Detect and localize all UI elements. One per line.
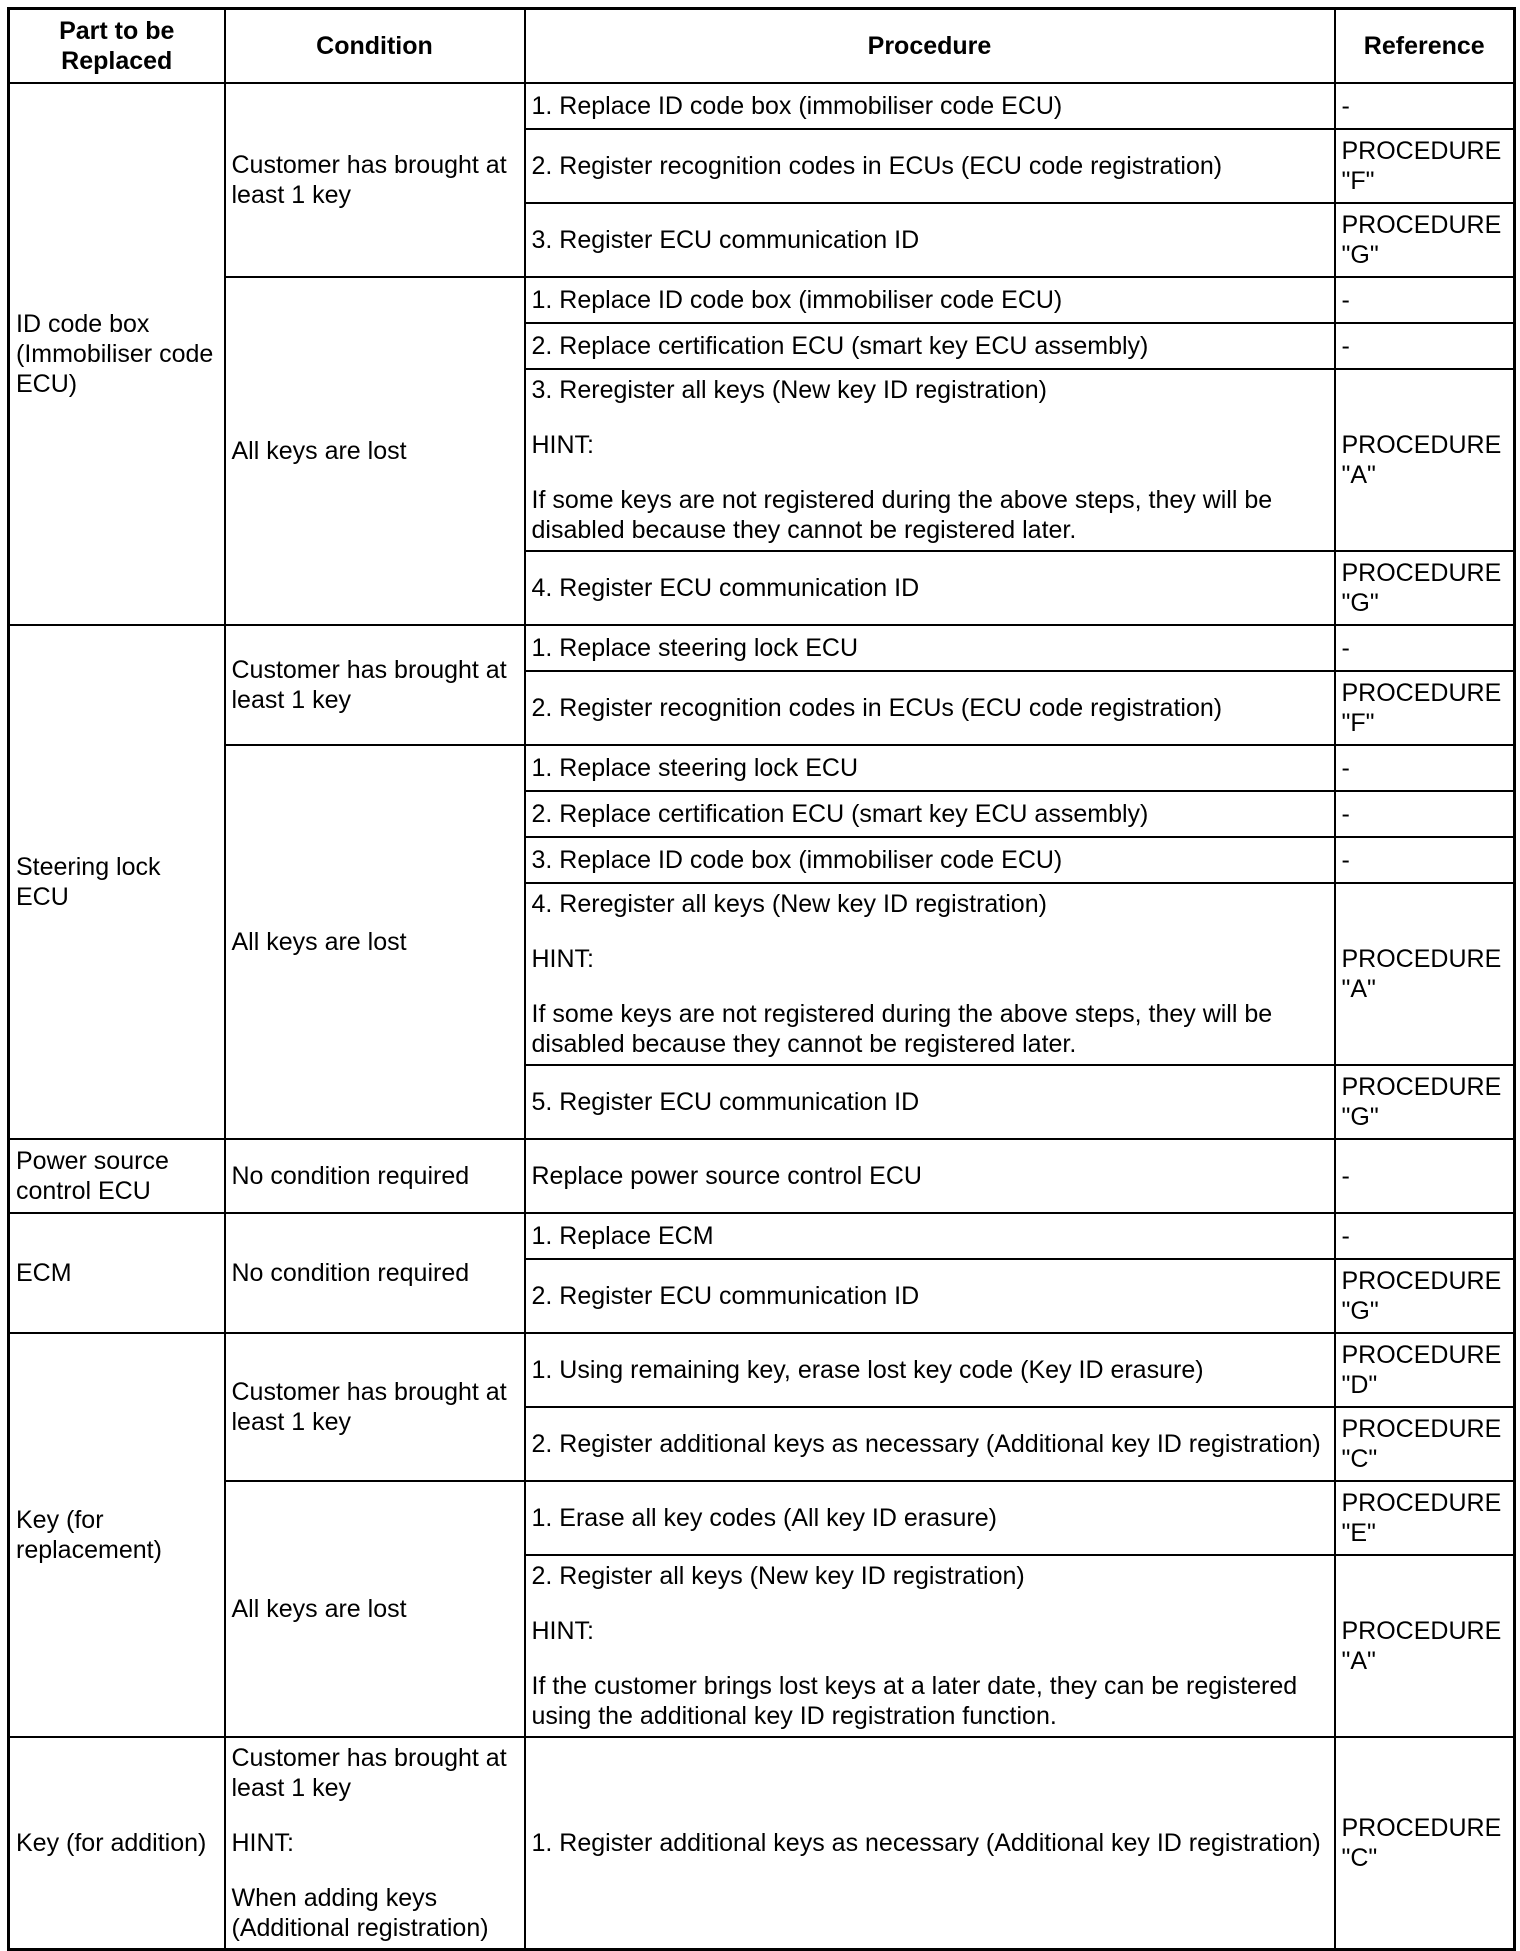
reference-cell: PROCEDURE "A" xyxy=(1335,1555,1515,1737)
condition-cell: All keys are lost xyxy=(225,1481,525,1737)
procedure-cell: 1. Replace ECM xyxy=(525,1213,1335,1259)
part-cell: Key (for addition) xyxy=(9,1737,225,1950)
table-row xyxy=(9,745,1515,791)
table-row xyxy=(9,277,1515,323)
table-row xyxy=(9,1139,1515,1213)
reference-cell: PROCEDURE "C" xyxy=(1335,1407,1515,1481)
procedure-cell: 3. Register ECU communication ID xyxy=(525,203,1335,277)
procedure-cell: 2. Register recognition codes in ECUs (ECU code registration) xyxy=(525,129,1335,203)
condition-cell: Customer has brought at least 1 key HINT: When adding keys (Additional registration) xyxy=(225,1737,525,1950)
reference-cell: PROCEDURE "F" xyxy=(1335,129,1515,203)
procedure-cell: 2. Register ECU communication ID xyxy=(525,1259,1335,1333)
procedure-cell: 2. Replace certification ECU (smart key ECU assembly) xyxy=(525,791,1335,837)
reference-cell: PROCEDURE "A" xyxy=(1335,883,1515,1065)
table-row xyxy=(9,625,1515,671)
table-row xyxy=(9,83,1515,129)
condition-cell: Customer has brought at least 1 key xyxy=(225,83,525,277)
procedure-cell: 1. Erase all key codes (All key ID erasure) xyxy=(525,1481,1335,1555)
procedure-cell: 3. Replace ID code box (immobiliser code ECU) xyxy=(525,837,1335,883)
part-cell: ID code box (Immobiliser code ECU) xyxy=(9,83,225,625)
header-condition: Condition xyxy=(225,9,525,84)
reference-cell: PROCEDURE "G" xyxy=(1335,1259,1515,1333)
condition-cell: All keys are lost xyxy=(225,277,525,625)
reference-cell: - xyxy=(1335,791,1515,837)
condition-cell: Customer has brought at least 1 key xyxy=(225,625,525,745)
procedure-cell: 1. Replace steering lock ECU xyxy=(525,625,1335,671)
table-header-row xyxy=(9,9,1515,84)
reference-cell: - xyxy=(1335,837,1515,883)
table-row xyxy=(9,1213,1515,1259)
reference-cell: PROCEDURE "C" xyxy=(1335,1737,1515,1950)
header-procedure: Procedure xyxy=(525,9,1335,84)
procedure-cell: 1. Replace steering lock ECU xyxy=(525,745,1335,791)
part-cell: Key (for replacement) xyxy=(9,1333,225,1737)
procedure-cell: 3. Reregister all keys (New key ID registration) HINT: If some keys are not registered during the above steps, they will be disabled because they cannot be registered later. xyxy=(525,369,1335,551)
condition-cell: No condition required xyxy=(225,1139,525,1213)
reference-cell: PROCEDURE "D" xyxy=(1335,1333,1515,1407)
procedure-cell: 1. Replace ID code box (immobiliser code ECU) xyxy=(525,277,1335,323)
reference-cell: - xyxy=(1335,745,1515,791)
procedure-cell: 2. Replace certification ECU (smart key ECU assembly) xyxy=(525,323,1335,369)
condition-cell: All keys are lost xyxy=(225,745,525,1139)
procedure-cell: 1. Using remaining key, erase lost key code (Key ID erasure) xyxy=(525,1333,1335,1407)
part-cell: Power source control ECU xyxy=(9,1139,225,1213)
condition-cell: Customer has brought at least 1 key xyxy=(225,1333,525,1481)
reference-cell: PROCEDURE "G" xyxy=(1335,203,1515,277)
table-row xyxy=(9,1333,1515,1407)
procedure-table-container xyxy=(7,7,1513,1951)
procedure-cell: 1. Register additional keys as necessary (Additional key ID registration) xyxy=(525,1737,1335,1950)
condition-cell: No condition required xyxy=(225,1213,525,1333)
procedure-cell: 2. Register recognition codes in ECUs (ECU code registration) xyxy=(525,671,1335,745)
procedure-cell: 2. Register additional keys as necessary (Additional key ID registration) xyxy=(525,1407,1335,1481)
reference-cell: - xyxy=(1335,83,1515,129)
reference-cell: PROCEDURE "F" xyxy=(1335,671,1515,745)
procedure-cell: 1. Replace ID code box (immobiliser code ECU) xyxy=(525,83,1335,129)
reference-cell: PROCEDURE "A" xyxy=(1335,369,1515,551)
reference-cell: - xyxy=(1335,1139,1515,1213)
reference-cell: - xyxy=(1335,1213,1515,1259)
procedure-cell: 4. Reregister all keys (New key ID registration) HINT: If some keys are not registered during the above steps, they will be disabled because they cannot be registered later. xyxy=(525,883,1335,1065)
header-reference: Reference xyxy=(1335,9,1515,84)
header-part: Part to be Replaced xyxy=(9,9,225,84)
reference-cell: - xyxy=(1335,323,1515,369)
reference-cell: PROCEDURE "G" xyxy=(1335,551,1515,625)
table-row xyxy=(9,1737,1515,1950)
procedure-cell: 5. Register ECU communication ID xyxy=(525,1065,1335,1139)
procedure-cell: 4. Register ECU communication ID xyxy=(525,551,1335,625)
part-cell: Steering lock ECU xyxy=(9,625,225,1139)
reference-cell: - xyxy=(1335,625,1515,671)
reference-cell: PROCEDURE "E" xyxy=(1335,1481,1515,1555)
part-cell: ECM xyxy=(9,1213,225,1333)
reference-cell: PROCEDURE "G" xyxy=(1335,1065,1515,1139)
key-registration-table xyxy=(7,7,1516,1951)
table-row xyxy=(9,1481,1515,1555)
reference-cell: - xyxy=(1335,277,1515,323)
procedure-cell: 2. Register all keys (New key ID registration) HINT: If the customer brings lost keys at a later date, they can be registered using the additional key ID registration function. xyxy=(525,1555,1335,1737)
procedure-cell: Replace power source control ECU xyxy=(525,1139,1335,1213)
